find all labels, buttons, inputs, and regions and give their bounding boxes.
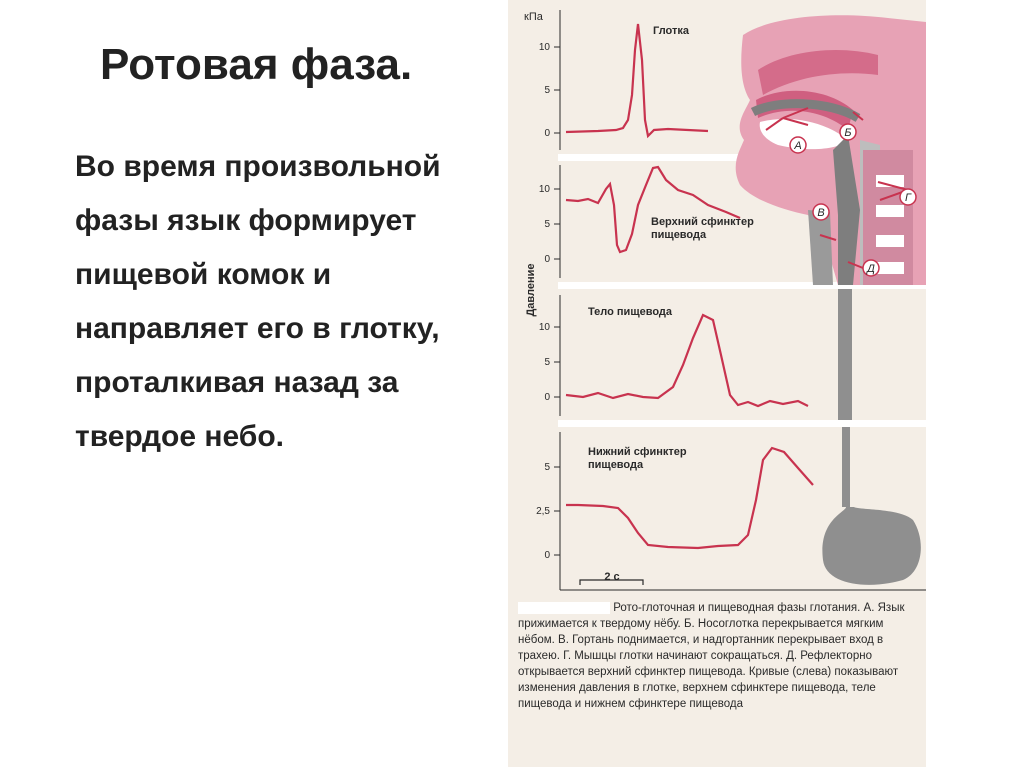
marker-g: Г (905, 192, 911, 204)
unit-label: кПа (524, 11, 543, 23)
panel-title-lower-sphincter: Нижний сфинктер пищевода (588, 446, 687, 471)
tick-label: 5 (544, 85, 550, 96)
pharynx-pressure-curve (566, 24, 708, 136)
head-anatomy-illustration (736, 15, 926, 585)
y-axis-label: Давление (525, 263, 537, 317)
tick-label: 5 (544, 219, 550, 230)
tick-label: 0 (544, 254, 550, 265)
tick-label: 0 (544, 128, 550, 139)
panel-title-esophagus-body: Тело пищевода (588, 306, 673, 318)
figure-caption (518, 600, 923, 712)
panel-title-upper-sphincter: Верхний сфинктер пищевода (651, 216, 754, 241)
esophagus-body-pressure-curve (566, 315, 808, 406)
time-scale-label: 2 с (604, 571, 620, 583)
swallowing-figure (508, 0, 926, 767)
tick-labels (536, 42, 550, 561)
marker-b: Б (844, 127, 852, 139)
tick-label: 0 (544, 392, 550, 403)
tick-label: 10 (538, 42, 550, 53)
marker-v: В (817, 207, 825, 219)
slide-title: Ротовая фаза. (100, 40, 413, 89)
marker-d: Д (867, 263, 875, 275)
panel-title-pharynx: Глотка (653, 25, 689, 37)
figure-caption-text: Рото-глоточная и пищеводная фазы глотания. А. Язык прижимается к твердому нёбу. Б. Носоглотка перекрывается мягким нёбом. В. Гортань поднимается, и надгортанник перекрывает вход в трахею. Г. Мышцы глотки начинают сокращаться. Д. Рефлекторно открывается верхний сфинктер пищевода. Кривые (слева) показывают изменения давления в глотке, верхнем сфинктере пищевода, теле пищевода и нижнем сфинктере пищевода (518, 602, 905, 710)
tick-label: 5 (544, 357, 550, 368)
slide-body-text: Во время произвольной фазы язык формирует пищевой комок и направляет его в глотку, проталкивая назад за твердое небо. (75, 150, 441, 453)
tick-label: 10 (538, 322, 550, 333)
figure-graphic (508, 0, 926, 600)
tick-label: 2,5 (536, 506, 550, 517)
tick-label: 10 (538, 184, 550, 195)
tick-label: 0 (544, 550, 550, 561)
marker-a: А (794, 140, 802, 152)
panel-separator (558, 420, 926, 427)
caption-mask (518, 602, 610, 614)
tick-label: 5 (544, 462, 550, 473)
